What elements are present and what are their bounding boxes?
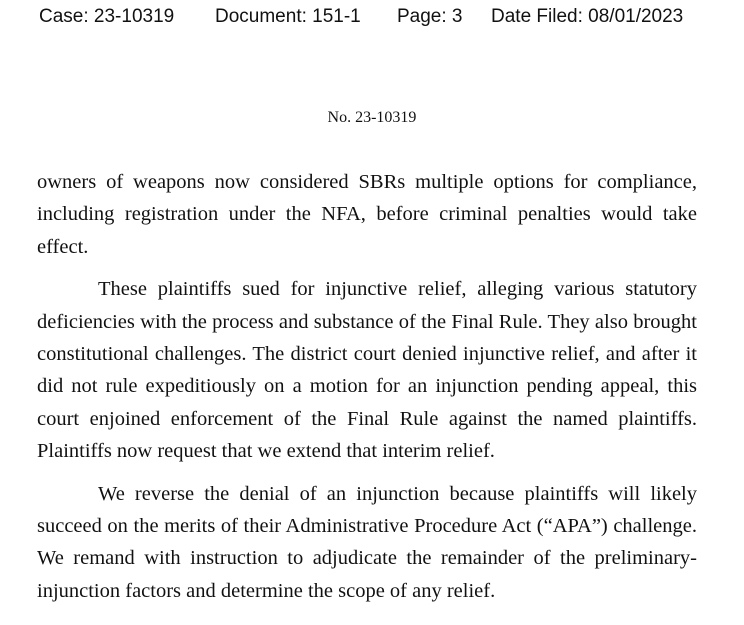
- date-filed: Date Filed: 08/01/2023: [491, 6, 684, 27]
- paragraph-continued: owners of weapons now considered SBRs multiple options for compliance, including registration under the NFA, before criminal penalties would take effect.: [37, 171, 697, 258]
- paragraph-plaintiffs-suit: These plaintiffs sued for injunctive relief, alleging various statutory deficiencies with the process and substance of the Final Rule. They also brought constitutional challenges. The district court denied injunctive relief, and after it did not rule expeditiously on a motion for an injunction pending appeal, this court enjoined enforcement of the Final Rule against the named plaintiffs. Plaintiffs now request that we extend that interim relief.: [37, 278, 697, 463]
- paragraph-holding: We reverse the denial of an injunction because plaintiffs will likely succeed on the merits of their Administrative Procedure Act (“APA”) challenge. We remand with instruction to adjudicate the remainder of the preliminary-injunction factors and determine the scope of any relief.: [37, 482, 697, 602]
- docket-number: No. 23-10319: [327, 109, 417, 126]
- opinion-body: [37, 166, 697, 607]
- page-number: Page: 3: [397, 6, 463, 27]
- case-number: Case: 23-10319: [39, 6, 175, 27]
- document-number: Document: 151-1: [215, 6, 361, 27]
- filing-header: [0, 6, 744, 32]
